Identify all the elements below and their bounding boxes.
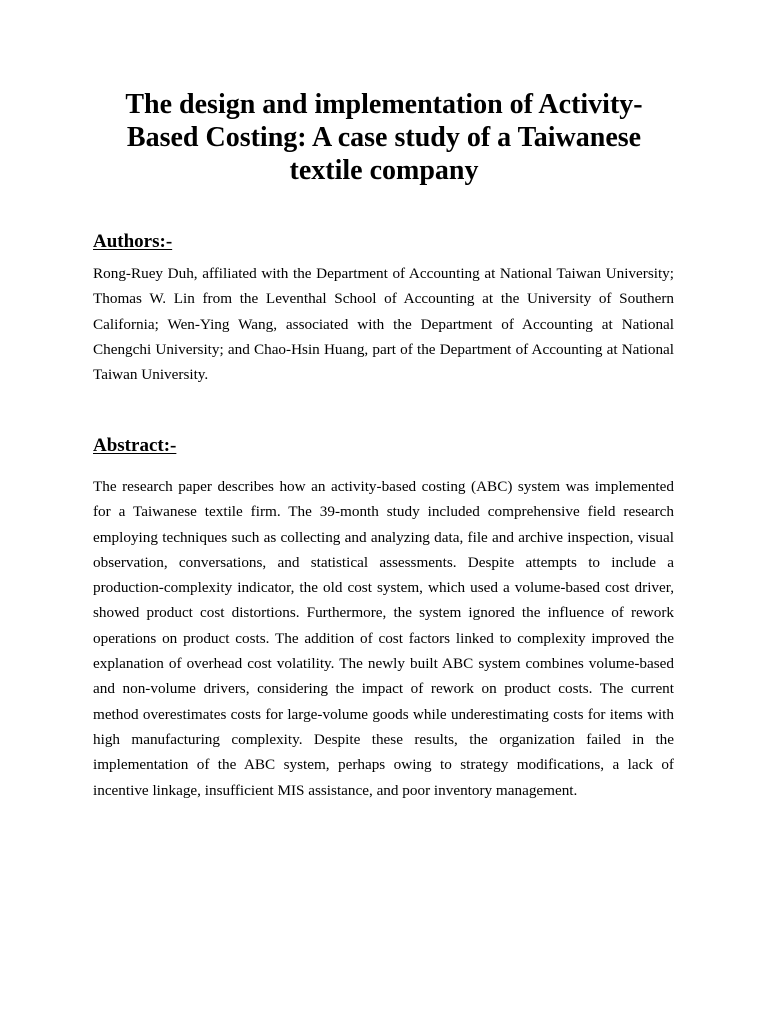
abstract-heading: Abstract:- (93, 435, 177, 456)
document-title: The design and implementation of Activity-Based Costing: A case study of a Taiwanese textile company (125, 89, 643, 186)
authors-paragraph: Rong-Ruey Duh, affiliated with the Department of Accounting at National Taiwan University; Thomas W. Lin from the Leventhal School of Accounting at the University of Southern California; Wen-Ying Wang, associated with the Department of Accounting at National Chengchi University; and Chao-Hsin Huang, part of the Department of Accounting at National Taiwan University. (93, 265, 674, 384)
abstract-paragraph: The research paper describes how an activity-based costing (ABC) system was implemented for a Taiwanese textile firm. The 39-month study included comprehensive field research employing techniques such as collecting and analyzing data, file and archive inspection, visual observation, conversations, and statistical assessments. Despite attempts to include a production-complexity indicator, the old cost system, which used a volume-based cost driver, showed product cost distortions. Furthermore, the system ignored the influence of rework operations on product costs. The addition of cost factors linked to complexity improved the explanation of overhead cost volatility. The newly built ABC system combines volume-based and non-volume drivers, considering the impact of rework on product costs. The current method overestimates costs for large-volume goods while underestimating costs for items with high manufacturing complexity. Despite these results, the organization failed in the implementation of the ABC system, perhaps owing to strategy modifications, a lack of incentive linkage, insufficient MIS assistance, and poor inventory management. (93, 478, 674, 799)
authors-heading: Authors:- (93, 231, 173, 252)
